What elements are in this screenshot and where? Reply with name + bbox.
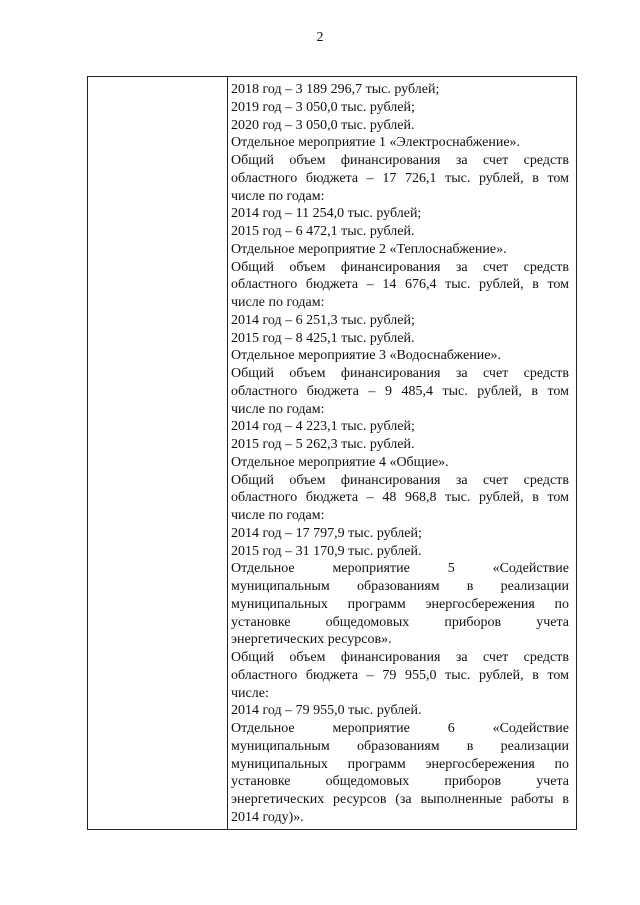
text-line: установке общедомовых приборов учета — [231, 614, 569, 630]
financing-table — [87, 76, 577, 830]
text-line: областного бюджета – 79 955,0 тыс. рублей, в том — [231, 667, 569, 683]
text-line: 2014 год – 17 797,9 тыс. рублей; — [231, 525, 422, 541]
text-line: Общий объем финансирования за счет средств — [231, 259, 569, 275]
text-line: областного бюджета – 9 485,4 тыс. рублей, в том — [231, 383, 569, 399]
text-line: Общий объем финансирования за счет средств — [231, 650, 569, 665]
text-line: 2015 год – 8 425,1 тыс. рублей. — [231, 330, 415, 346]
text-line: муниципальным образованиям в реализации — [231, 738, 569, 754]
text-line: установке общедомовых приборов учета — [231, 774, 569, 790]
page-number: 2 — [316, 30, 324, 45]
text-line: Общий объем финансирования за счет средств — [231, 472, 569, 488]
text-line: энергетических ресурсов». — [231, 632, 392, 648]
text-line: Отдельное мероприятие 5 «Содействие — [231, 561, 569, 577]
text-line: 2018 год – 3 189 296,7 тыс. рублей; — [231, 82, 440, 97]
text-line: 2014 год – 4 223,1 тыс. рублей; — [231, 419, 415, 435]
text-line: муниципальных программ энергосбережения по — [231, 596, 569, 612]
text-line: числе по годам: — [231, 188, 325, 204]
text-line: числе по годам: — [231, 508, 325, 523]
text-line: 2014 год – 79 955,0 тыс. рублей. — [231, 703, 422, 719]
text-line: энергетических ресурсов (за выполненные работы в — [231, 792, 569, 807]
text-line: 2014 год – 6 251,3 тыс. рублей; — [231, 312, 415, 328]
text-line: Отдельное мероприятие 6 «Содействие — [231, 721, 569, 736]
financing-details-cell — [231, 81, 569, 827]
text-line: Отдельное мероприятие 1 «Электроснабжение». — [231, 135, 521, 151]
text-line: Общий объем финансирования за счет средств — [231, 366, 569, 381]
text-line: Отдельное мероприятие 2 «Теплоснабжение». — [231, 241, 507, 257]
text-line: муниципальным образованиям в реализации — [231, 579, 569, 594]
text-line: числе по годам: — [231, 295, 325, 310]
text-line: 2019 год – 3 050,0 тыс. рублей; — [231, 99, 415, 115]
text-line: Отдельное мероприятие 3 «Водоснабжение». — [231, 348, 501, 364]
text-line: 2015 год – 31 170,9 тыс. рублей. — [231, 543, 422, 559]
text-line: Общий объем финансирования за счет средств — [231, 153, 569, 168]
text-line: числе: — [231, 685, 269, 701]
text-line: областного бюджета – 48 968,8 тыс. рублей, в том — [231, 490, 569, 506]
text-line: муниципальных программ энергосбережения по — [231, 756, 569, 772]
text-line: 2014 год – 11 254,0 тыс. рублей; — [231, 206, 422, 222]
text-line: 2015 год – 5 262,3 тыс. рублей. — [231, 437, 415, 452]
column-divider — [227, 77, 228, 829]
text-line: числе по годам: — [231, 401, 325, 417]
text-line: Отдельное мероприятие 4 «Общие». — [231, 454, 449, 470]
text-line: областного бюджета – 14 676,4 тыс. рублей, в том — [231, 277, 569, 293]
text-line: областного бюджета – 17 726,1 тыс. рублей, в том — [231, 170, 569, 186]
text-line: 2014 году)». — [231, 809, 304, 825]
text-line: 2020 год – 3 050,0 тыс. рублей. — [231, 117, 415, 133]
text-line: 2015 год – 6 472,1 тыс. рублей. — [231, 224, 415, 239]
